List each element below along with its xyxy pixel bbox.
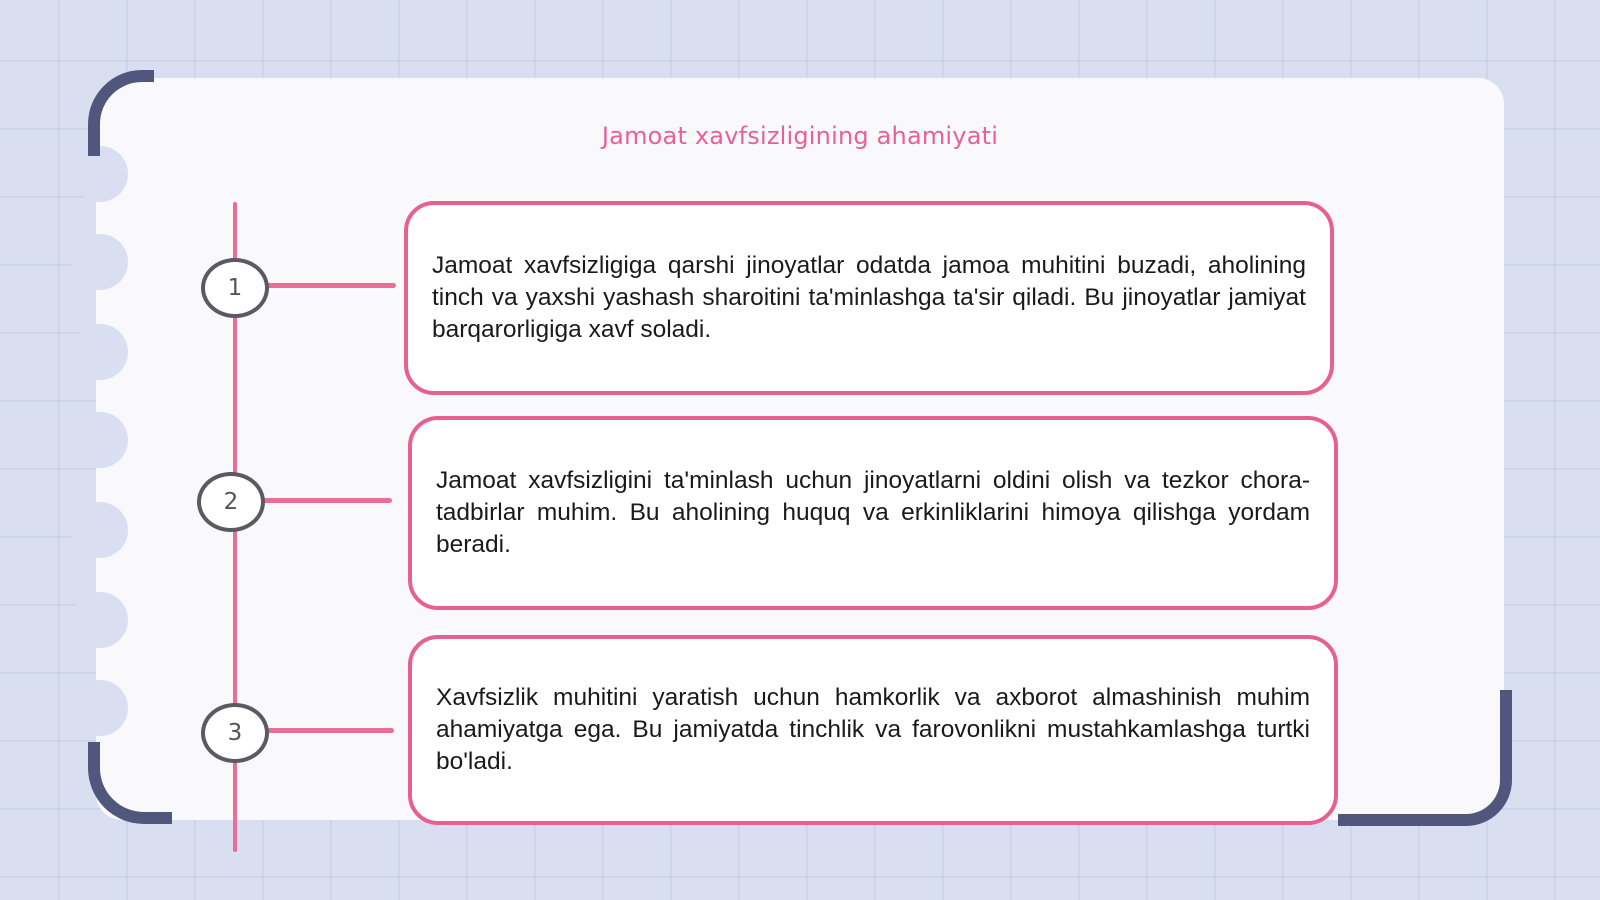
timeline-card-2 <box>408 416 1338 610</box>
timeline-connector <box>264 283 396 288</box>
step-number-1: 1 <box>201 258 269 318</box>
paper-edge-scallop <box>72 502 128 558</box>
frame-corner-bottom-left <box>88 742 172 824</box>
paper-edge-scallop <box>72 324 128 380</box>
card-text: Jamoat xavfsizligini ta'minlash uchun jinoyatlarni oldini olish va tezkor chora-tadbirlar muhim. Bu aholining huquq va erkinliklarini himoya qilishga yordam beradi. <box>436 467 1310 558</box>
paper-edge-scallop <box>72 680 128 736</box>
card-text: Xavfsizlik muhitini yaratish uchun hamkorlik va axborot almashinish muhim ahamiyatga ega. Bu jamiyatda tinchlik va farovonlikni mustahkamlashga turtki bo'ladi. <box>436 684 1310 775</box>
slide-title: Jamoat xavfsizligining ahamiyati <box>601 122 999 150</box>
step-number-3: 3 <box>201 703 269 763</box>
timeline-card-1 <box>404 201 1334 395</box>
step-number-2: 2 <box>197 472 265 532</box>
timeline-connector <box>264 728 394 733</box>
paper-edge-scallop <box>72 412 128 468</box>
paper-edge-scallop <box>72 592 128 648</box>
card-text: Jamoat xavfsizligiga qarshi jinoyatlar odatda jamoa muhitini buzadi, aholining tinch va yaxshi yashash sharoitini ta'minlashga ta'sir qiladi. Bu jinoyatlar jamiyat barqarorligiga xavf soladi. <box>432 252 1306 343</box>
timeline-card-3 <box>408 635 1338 825</box>
frame-corner-bottom-right <box>1338 690 1512 826</box>
paper-edge-scallop <box>72 234 128 290</box>
timeline-connector <box>260 498 392 503</box>
